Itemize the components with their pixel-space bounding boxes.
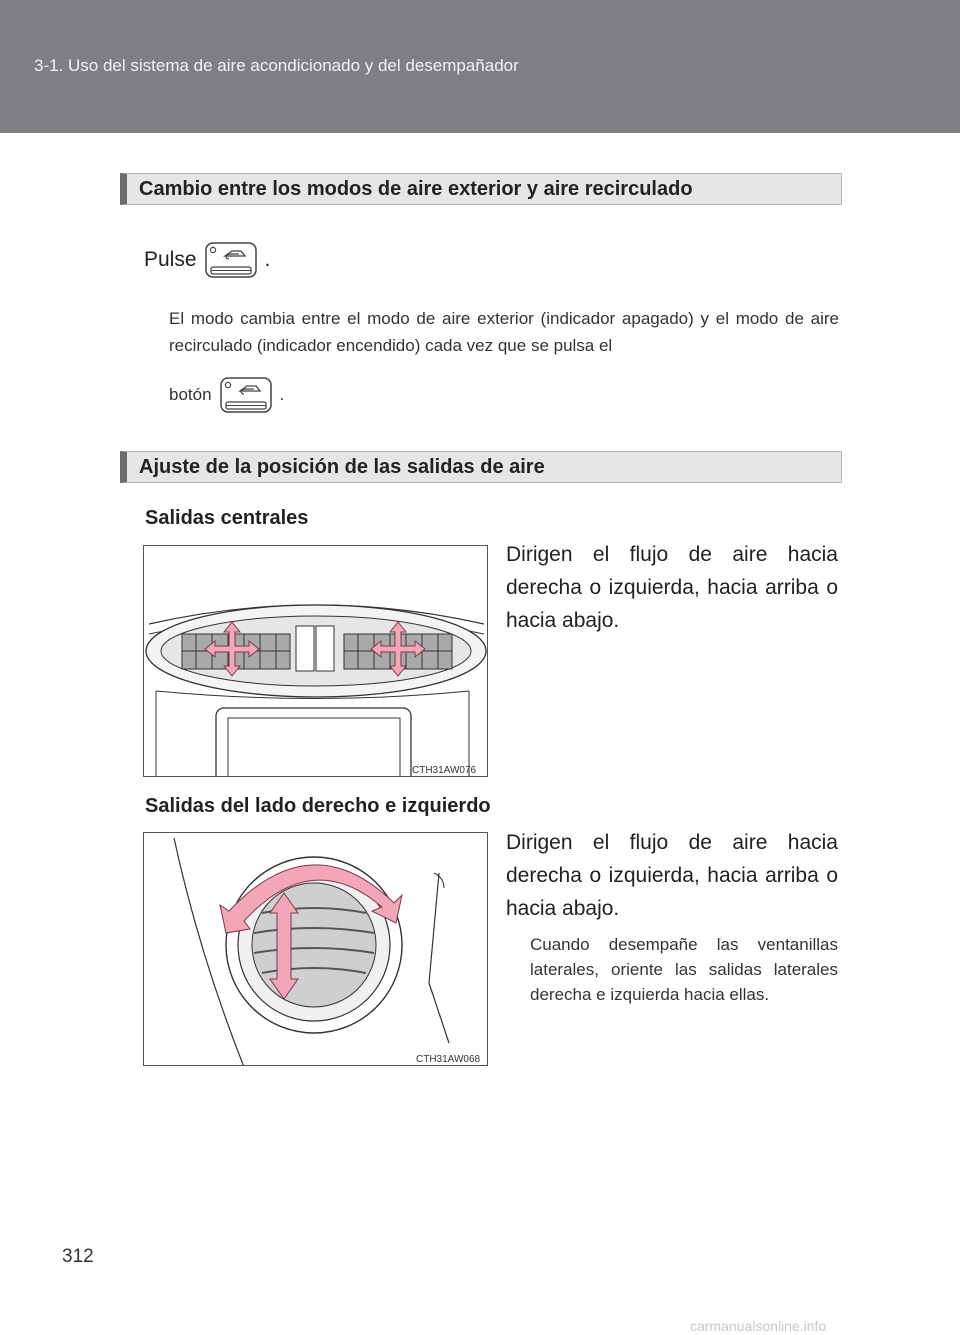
page-header <box>0 0 960 133</box>
air-recirculation-button-icon <box>205 242 257 278</box>
page-number: 312 <box>62 1246 94 1267</box>
chapter-title: 3-1. Uso del sistema de aire acondicionado y del desempañador <box>34 56 519 75</box>
pulse-text: Pulse <box>144 248 197 271</box>
side-vents-text: Dirigen el flujo de aire hacia derecha o izquierda, hacia arriba o hacia abajo. <box>506 831 838 920</box>
section-heading-recirculation <box>120 173 842 205</box>
side-vents-note: Cuando desempañe las ventanillas laterales, oriente las salidas laterales derecha e izquierda hacia ellas. <box>530 935 838 1004</box>
central-vents-text: Dirigen el flujo de aire hacia derecha o izquierda, hacia arriba o hacia abajo. <box>506 543 838 632</box>
button-word: botón <box>169 385 212 404</box>
figure-code: CTH31AW076 <box>412 765 477 776</box>
central-vents-title: Salidas centrales <box>145 507 309 529</box>
figure-code: CTH31AW068 <box>416 1054 481 1065</box>
recirculation-description: El modo cambia entre el modo de aire exterior (indicador apagado) y el modo de aire recirculado (indicador encendido) cada vez que se pulsa el <box>169 309 839 355</box>
pulse-period: . <box>264 248 271 271</box>
watermark: carmanualsonline.info <box>690 1318 827 1334</box>
section-heading-text: Cambio entre los modos de aire exterior y aire recirculado <box>139 178 693 200</box>
pulse-instruction <box>144 242 270 278</box>
side-vents-title: Salidas del lado derecho e izquierdo <box>145 795 491 817</box>
air-recirculation-button-icon <box>220 377 272 413</box>
recirculation-description-end <box>169 377 284 413</box>
button-period: . <box>279 385 285 404</box>
section-heading-text: Ajuste de la posición de las salidas de aire <box>139 456 545 478</box>
central-vents-figure <box>143 545 488 777</box>
section-heading-vents <box>120 451 842 483</box>
side-vents-figure <box>143 832 488 1066</box>
